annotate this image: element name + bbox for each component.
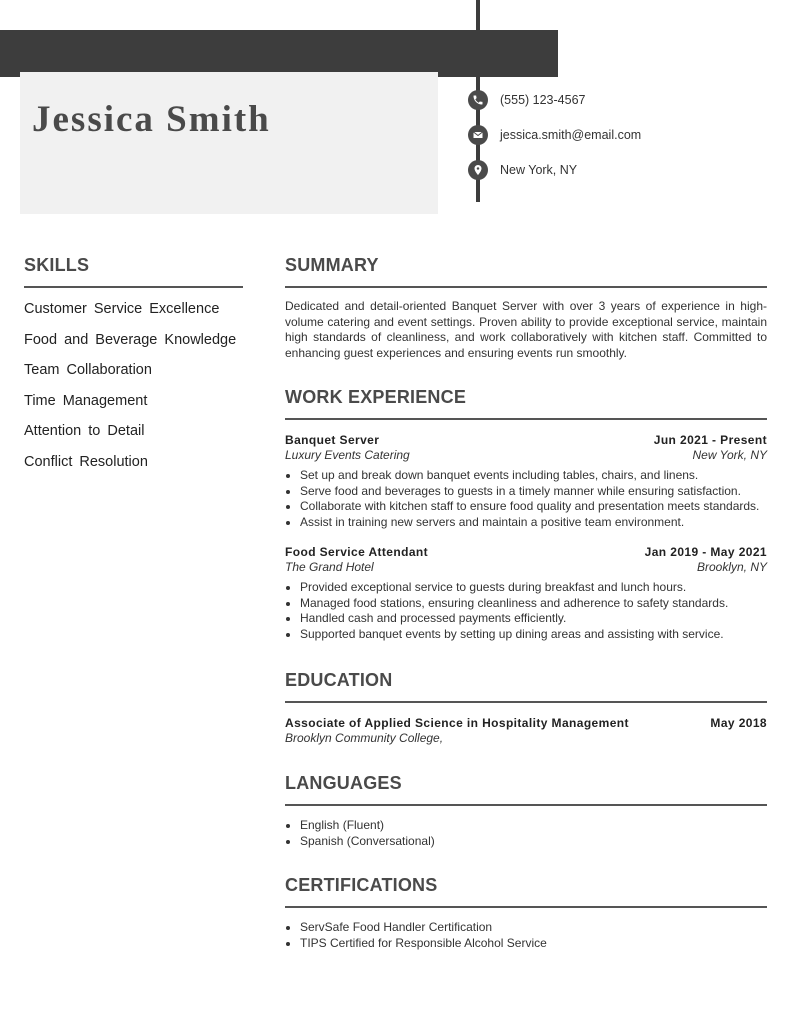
job-title: Banquet Server bbox=[285, 433, 380, 447]
phone-icon bbox=[468, 90, 488, 110]
location-text: New York, NY bbox=[500, 163, 578, 177]
job-bullet: • Provided exceptional service to guests during breakfast and lunch hours. bbox=[300, 580, 767, 596]
contact-email bbox=[468, 125, 641, 145]
job-bullet: • Collaborate with kitchen staff to ensure food quality and presentation meets standards. bbox=[300, 499, 767, 515]
skill-item: Time Management bbox=[24, 392, 148, 409]
job-location: Brooklyn, NY bbox=[696, 560, 767, 574]
job-company: Luxury Events Catering bbox=[285, 448, 410, 462]
skills-list bbox=[24, 300, 243, 484]
section-divider bbox=[24, 286, 243, 288]
degree-date: May 2018 bbox=[710, 716, 767, 730]
education-section bbox=[285, 668, 767, 746]
language-item: • Spanish (Conversational) bbox=[300, 834, 767, 850]
job-company: The Grand Hotel bbox=[285, 560, 374, 574]
contact-phone bbox=[468, 90, 585, 110]
summary-heading: SUMMARY bbox=[285, 255, 379, 275]
section-divider bbox=[285, 701, 767, 703]
section-divider bbox=[285, 804, 767, 806]
languages-section bbox=[285, 771, 767, 849]
job-location: New York, NY bbox=[692, 448, 767, 462]
certifications-section bbox=[285, 873, 767, 951]
job-bullet: • Supported banquet events by setting up dining areas and assisting with service. bbox=[300, 627, 767, 643]
job-entry bbox=[285, 432, 767, 530]
phone-text: (555) 123-4567 bbox=[500, 93, 586, 107]
job-bullet: • Managed food stations, ensuring cleanliness and adherence to safety standards. bbox=[300, 596, 767, 612]
job-bullets bbox=[285, 468, 767, 530]
skills-heading: SKILLS bbox=[24, 255, 90, 275]
section-divider bbox=[285, 906, 767, 908]
job-bullet: • Serve food and beverages to guests in a timely manner while ensuring satisfaction. bbox=[300, 484, 767, 500]
candidate-name: Jessica Smith bbox=[32, 99, 271, 140]
envelope-icon bbox=[468, 125, 488, 145]
certification-item: • ServSafe Food Handler Certification bbox=[300, 920, 767, 936]
job-entry bbox=[285, 544, 767, 642]
summary-text: Dedicated and detail-oriented Banquet Server with over 3 years of experience in high-volume catering and event settings. Proven ability to provide exceptional service, maintain high standards of cleanliness, and work collaboratively with kitchen staff. Committed to enhancing guest experiences and ensuring events run smoothly. bbox=[285, 299, 767, 360]
job-dates: Jun 2021 - Present bbox=[653, 433, 767, 447]
header-bar bbox=[0, 30, 558, 77]
certifications-heading: CERTIFICATIONS bbox=[285, 875, 438, 895]
experience-section bbox=[285, 385, 767, 642]
section-divider bbox=[285, 418, 767, 420]
job-bullet: • Handled cash and processed payments efficiently. bbox=[300, 611, 767, 627]
skill-item: Customer Service Excellence bbox=[24, 301, 220, 317]
contact-location bbox=[468, 160, 577, 180]
location-pin-icon bbox=[468, 160, 488, 180]
skills-section bbox=[24, 253, 243, 484]
degree-title: Associate of Applied Science in Hospitality Management bbox=[285, 716, 629, 730]
job-bullets bbox=[285, 580, 767, 642]
email-text: jessica.smith@email.com bbox=[500, 128, 642, 142]
skill-item: Food and Beverage Knowledge bbox=[24, 331, 237, 348]
languages-list bbox=[285, 818, 767, 849]
certifications-list bbox=[285, 920, 767, 951]
certification-item: • TIPS Certified for Responsible Alcohol Service bbox=[300, 936, 767, 952]
languages-heading: LANGUAGES bbox=[285, 773, 402, 793]
name-panel bbox=[20, 72, 438, 214]
job-title: Food Service Attendant bbox=[285, 545, 429, 559]
job-bullet: • Assist in training new servers and maintain a positive team environment. bbox=[300, 515, 767, 531]
language-item: • English (Fluent) bbox=[300, 818, 767, 834]
section-divider bbox=[285, 286, 767, 288]
job-bullet: • Set up and break down banquet events including tables, chairs, and linens. bbox=[300, 468, 767, 484]
skill-item: Attention to Detail bbox=[24, 423, 145, 440]
skill-item: Conflict Resolution bbox=[24, 453, 148, 470]
education-heading: EDUCATION bbox=[285, 670, 393, 690]
skill-item: Team Collaboration bbox=[24, 362, 152, 379]
experience-heading: WORK EXPERIENCE bbox=[285, 387, 467, 407]
main-column bbox=[285, 253, 767, 951]
school-name: Brooklyn Community College, bbox=[285, 731, 444, 745]
summary-section bbox=[285, 253, 767, 361]
job-dates: Jan 2019 - May 2021 bbox=[644, 545, 767, 559]
